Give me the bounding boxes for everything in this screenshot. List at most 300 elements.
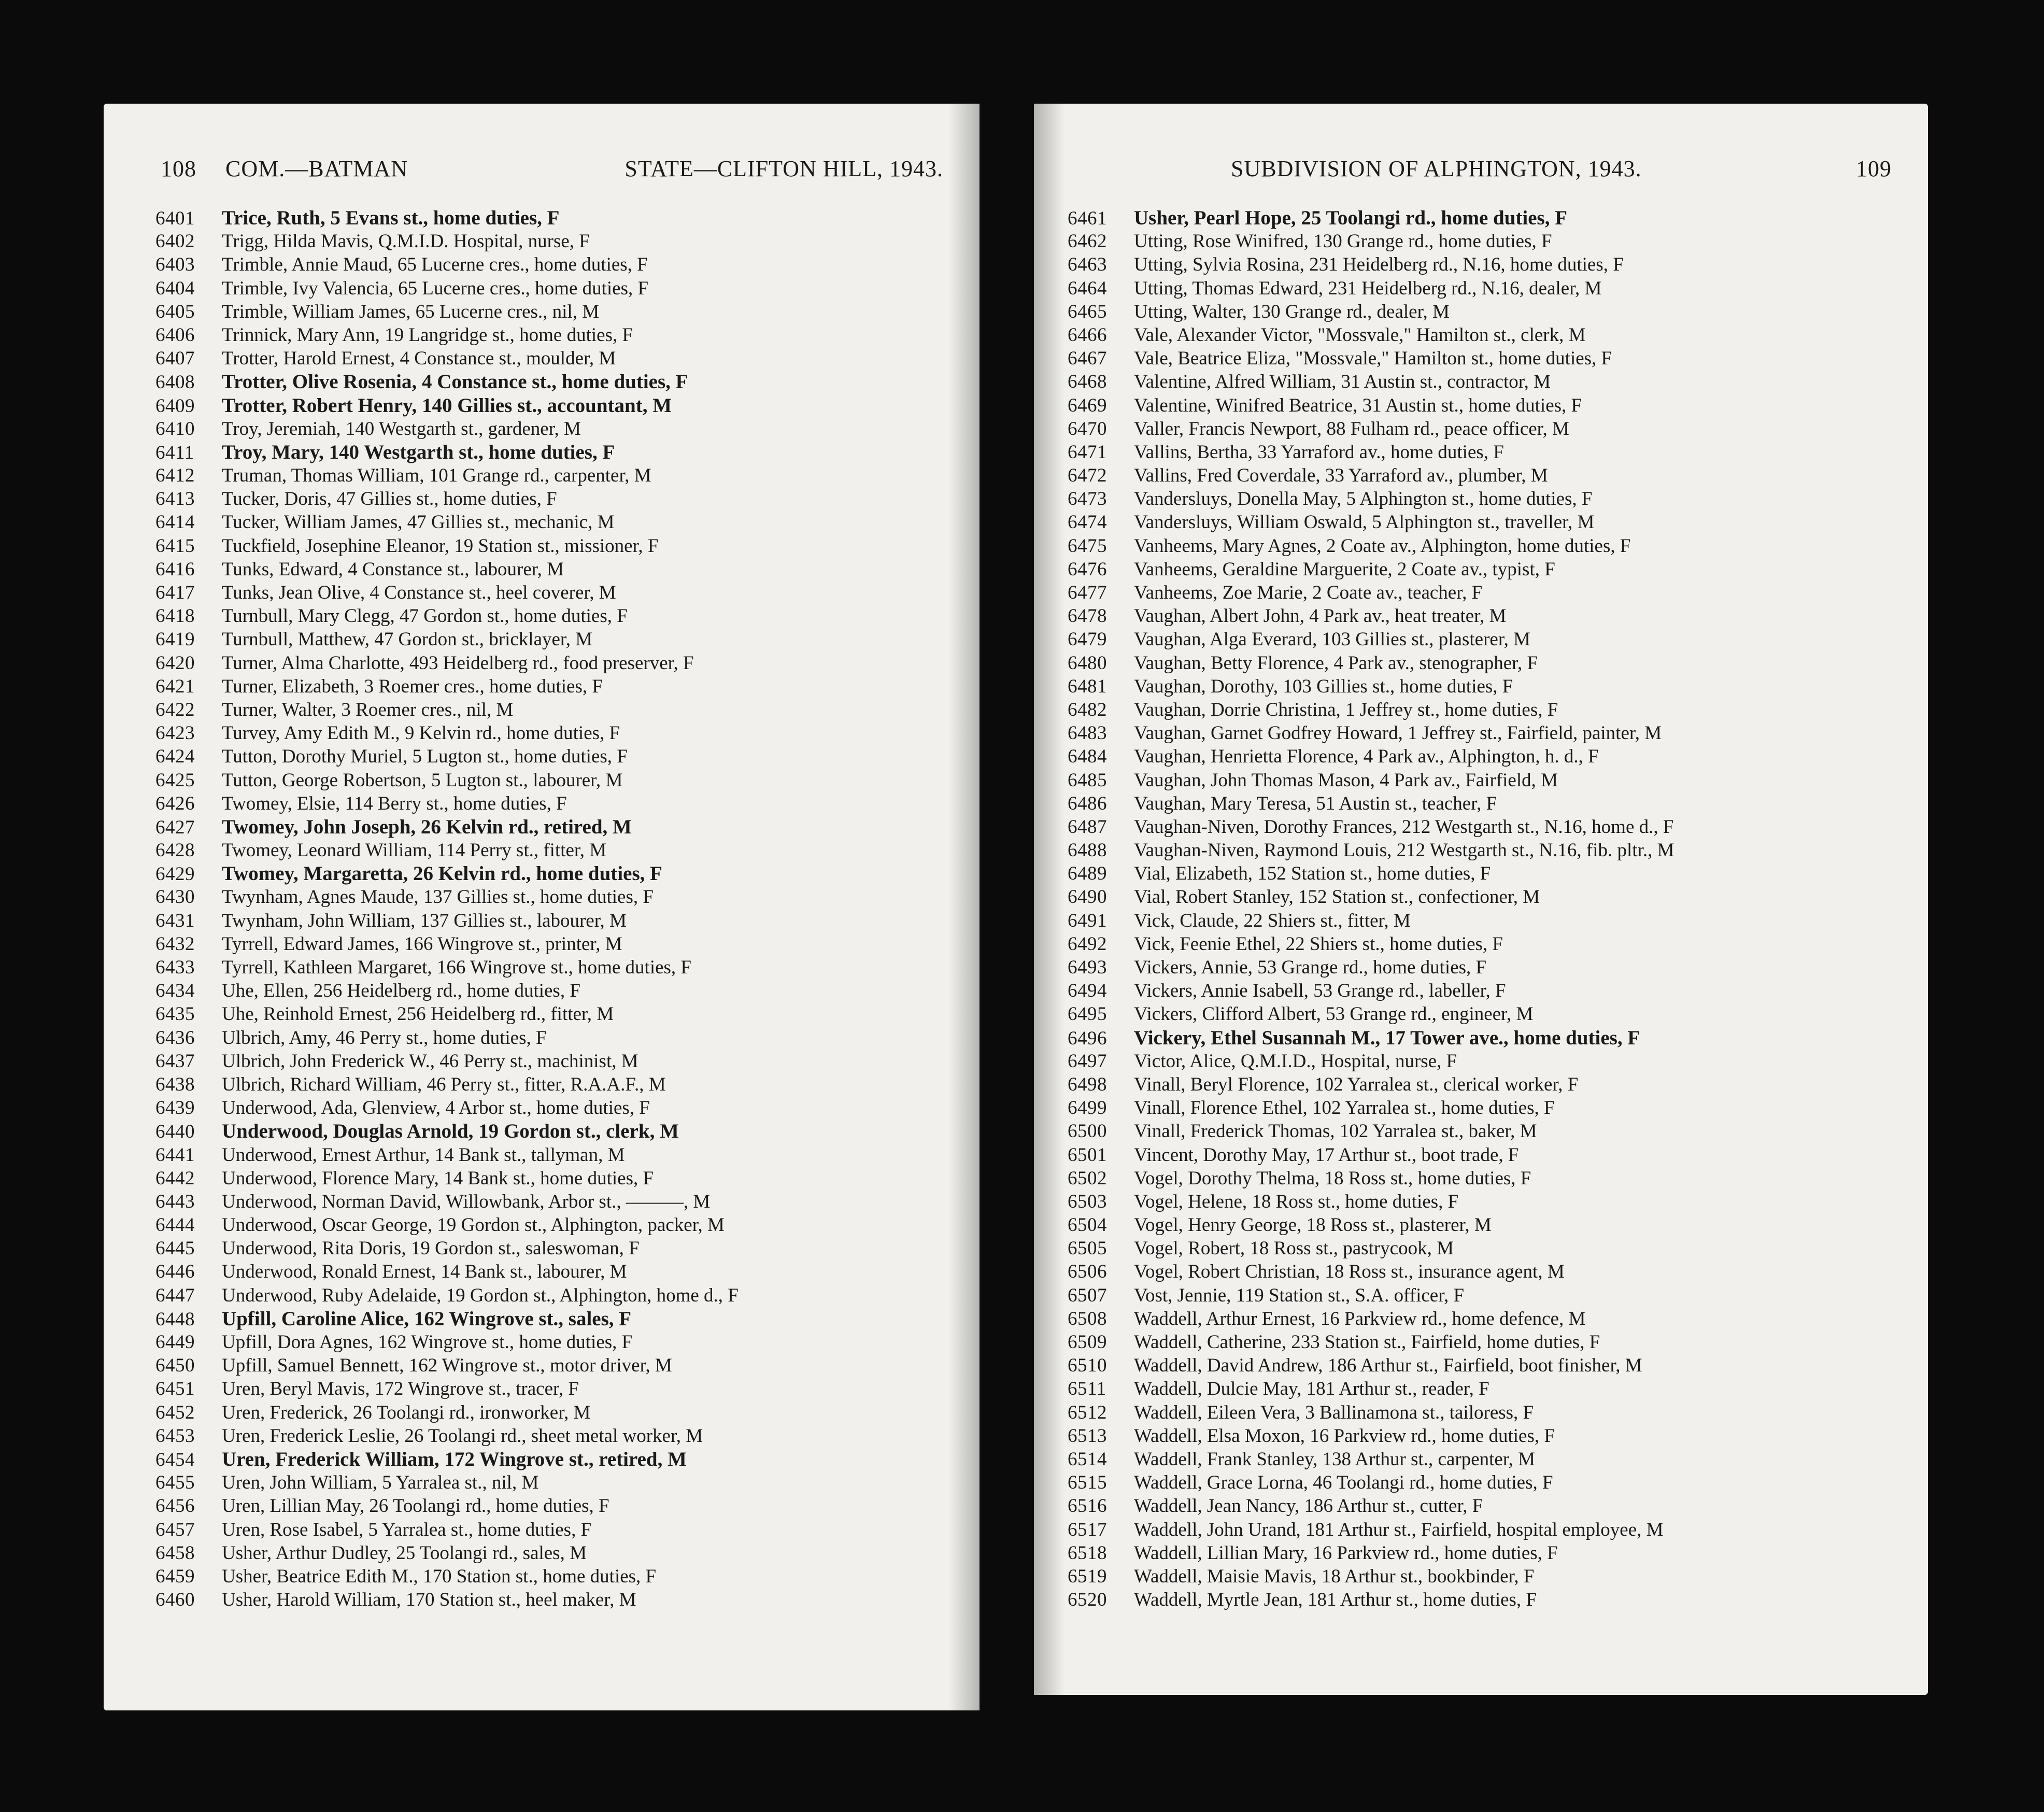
roll-entry [1068, 1565, 1912, 1588]
roll-entry [1068, 394, 1912, 417]
entry-text: Underwood, Ruby Adelaide, 19 Gordon st., Alphington, home d., F [222, 1284, 739, 1306]
entry-text: Tunks, Edward, 4 Constance st., labourer, M [222, 558, 564, 580]
roll-entry [1068, 558, 1912, 581]
entry-text: Upfill, Caroline Alice, 162 Wingrove st., sales, F [222, 1307, 632, 1330]
entry-number: 6426 [155, 792, 195, 814]
entry-number: 6406 [155, 324, 195, 346]
roll-entry [1068, 1471, 1912, 1494]
entry-text: Underwood, Norman David, Willowbank, Arbor st., ———, M [222, 1191, 711, 1212]
entry-number: 6502 [1068, 1167, 1107, 1189]
entry-number: 6505 [1068, 1238, 1107, 1259]
entry-text: Vanheems, Geraldine Marguerite, 2 Coate av., typist, F [1134, 558, 1555, 580]
entry-text: Uren, Lillian May, 26 Toolangi rd., home duties, F [222, 1495, 609, 1517]
entry-text: Underwood, Ada, Glenview, 4 Arbor st., home duties, F [222, 1097, 650, 1119]
entry-text: Vogel, Henry George, 18 Ross st., plasterer, M [1134, 1214, 1492, 1236]
entry-text: Utting, Walter, 130 Grange rd., dealer, M [1134, 301, 1450, 322]
entry-text: Troy, Jeremiah, 140 Westgarth st., gardener, M [222, 418, 581, 440]
roll-entry [155, 956, 959, 979]
entry-text: Waddell, Eileen Vera, 3 Ballinamona st., tailoress, F [1134, 1402, 1534, 1423]
roll-entry [1068, 792, 1912, 815]
entry-number: 6465 [1068, 301, 1107, 322]
right-page [1034, 104, 1928, 1695]
entry-number: 6434 [155, 980, 195, 1002]
entry-number: 6520 [1068, 1589, 1107, 1611]
entry-text: Underwood, Rita Doris, 19 Gordon st., saleswoman, F [222, 1238, 640, 1259]
entry-number: 6450 [155, 1355, 195, 1377]
roll-entry [155, 206, 959, 230]
entry-number: 6494 [1068, 980, 1107, 1002]
entry-text: Vogel, Dorothy Thelma, 18 Ross st., home duties, F [1134, 1167, 1531, 1189]
roll-entry [155, 417, 959, 441]
roll-entry [1068, 1143, 1912, 1167]
roll-entry [1068, 1330, 1912, 1354]
entry-number: 6431 [155, 910, 195, 931]
entry-number: 6457 [155, 1519, 195, 1540]
entry-number: 6433 [155, 957, 195, 978]
roll-entry [155, 862, 959, 885]
left-page-header [161, 155, 943, 187]
entry-number: 6432 [155, 933, 195, 955]
entry-text: Vial, Elizabeth, 152 Station st., home duties, F [1134, 863, 1491, 885]
entry-number: 6469 [1068, 394, 1107, 416]
entry-number: 6510 [1068, 1355, 1107, 1377]
roll-entry [155, 1588, 959, 1611]
roll-entry [155, 1167, 959, 1190]
roll-entry [155, 1354, 959, 1377]
entry-number: 6462 [1068, 231, 1107, 252]
entry-number: 6482 [1068, 699, 1107, 720]
roll-entry [155, 441, 959, 464]
roll-entry [155, 1073, 959, 1096]
roll-entry [1068, 441, 1912, 464]
header-right-title: STATE—CLIFTON HILL, 1943. [624, 156, 943, 181]
roll-entry [1068, 417, 1912, 441]
roll-entry [155, 1448, 959, 1471]
header-center-title: SUBDIVISION OF ALPHINGTON, 1943. [1231, 156, 1642, 181]
entry-number: 6486 [1068, 792, 1107, 814]
roll-entry [155, 1471, 959, 1494]
entry-number: 6485 [1068, 769, 1107, 791]
entry-number: 6493 [1068, 957, 1107, 978]
entry-number: 6464 [1068, 277, 1107, 299]
entry-number: 6461 [1068, 208, 1107, 229]
roll-entry [1068, 277, 1912, 300]
roll-entry [1068, 652, 1912, 675]
roll-entry [1068, 979, 1912, 1002]
entry-text: Waddell, John Urand, 181 Arthur st., Fairfield, hospital employee, M [1134, 1519, 1664, 1540]
roll-entry [155, 652, 959, 675]
entry-text: Vickers, Clifford Albert, 53 Grange rd., engineer, M [1134, 1003, 1534, 1025]
entry-text: Twomey, Elsie, 114 Berry st., home duties, F [222, 792, 567, 814]
entry-text: Trimble, William James, 65 Lucerne cres., nil, M [222, 301, 600, 322]
entry-number: 6413 [155, 488, 195, 510]
entry-text: Vinall, Beryl Florence, 102 Yarralea st., clerical worker, F [1134, 1073, 1579, 1095]
entry-text: Turner, Walter, 3 Roemer cres., nil, M [222, 699, 514, 720]
entry-number: 6490 [1068, 886, 1107, 908]
entry-text: Vaughan, Garnet Godfrey Howard, 1 Jeffrey st., Fairfield, painter, M [1134, 723, 1662, 744]
entry-text: Tyrrell, Edward James, 166 Wingrove st., printer, M [222, 933, 622, 955]
entry-number: 6424 [155, 746, 195, 768]
roll-entry [1068, 1096, 1912, 1120]
entry-text: Trice, Ruth, 5 Evans st., home duties, F [222, 207, 560, 229]
entry-number: 6444 [155, 1214, 195, 1236]
entry-text: Turvey, Amy Edith M., 9 Kelvin rd., home duties, F [222, 723, 620, 744]
roll-entry [155, 558, 959, 581]
roll-entry [1068, 769, 1912, 792]
roll-entry [1068, 698, 1912, 721]
entry-number: 6405 [155, 301, 195, 322]
roll-entry [1068, 1494, 1912, 1518]
entry-number: 6495 [1068, 1003, 1107, 1025]
entry-number: 6466 [1068, 324, 1107, 346]
roll-entry [1068, 1073, 1912, 1096]
roll-entry [155, 1494, 959, 1518]
roll-entry [155, 487, 959, 511]
entry-number: 6467 [1068, 348, 1107, 370]
entry-text: Vaughan, John Thomas Mason, 4 Park av., Fairfield, M [1134, 769, 1558, 791]
entry-text: Vale, Alexander Victor, "Mossvale," Hamilton st., clerk, M [1134, 324, 1586, 346]
entry-text: Twynham, Agnes Maude, 137 Gillies st., home duties, F [222, 886, 654, 908]
entry-text: Twomey, Margaretta, 26 Kelvin rd., home duties, F [222, 862, 662, 885]
entry-text: Vaughan, Dorothy, 103 Gillies st., home duties, F [1134, 675, 1513, 697]
entry-number: 6412 [155, 465, 195, 487]
entry-number: 6487 [1068, 816, 1107, 838]
entry-number: 6471 [1068, 441, 1107, 463]
entry-text: Waddell, David Andrew, 186 Arthur st., Fairfield, boot finisher, M [1134, 1355, 1642, 1377]
entry-text: Uren, Frederick William, 172 Wingrove st., retired, M [222, 1448, 687, 1470]
entry-number: 6518 [1068, 1542, 1107, 1564]
entry-text: Vale, Beatrice Eliza, "Mossvale," Hamilton st., home duties, F [1134, 348, 1612, 370]
entry-text: Waddell, Jean Nancy, 186 Arthur st., cutter, F [1134, 1495, 1483, 1517]
roll-entry [155, 323, 959, 347]
roll-entry [1068, 1307, 1912, 1330]
entry-number: 6416 [155, 558, 195, 580]
roll-entry [155, 909, 959, 932]
roll-entry [155, 1050, 959, 1073]
entry-number: 6438 [155, 1073, 195, 1095]
entry-number: 6418 [155, 605, 195, 627]
entry-text: Vickery, Ethel Susannah M., 17 Tower ave., home duties, F [1134, 1026, 1640, 1049]
entry-text: Vick, Feenie Ethel, 22 Shiers st., home duties, F [1134, 933, 1503, 955]
roll-entry [155, 511, 959, 534]
header-left-title: COM.—BATMAN [225, 156, 408, 181]
entry-number: 6403 [155, 254, 195, 276]
entry-text: Vandersluys, William Oswald, 5 Alphington st., traveller, M [1134, 512, 1595, 533]
entry-number: 6451 [155, 1378, 195, 1400]
entry-number: 6468 [1068, 371, 1107, 393]
roll-entry [155, 1237, 959, 1260]
entry-number: 6477 [1068, 582, 1107, 603]
entry-text: Usher, Arthur Dudley, 25 Toolangi rd., sales, M [222, 1542, 587, 1564]
entry-text: Vinall, Florence Ethel, 102 Yarralea st., home duties, F [1134, 1097, 1555, 1119]
entry-number: 6452 [155, 1402, 195, 1423]
roll-entry [1068, 675, 1912, 698]
roll-entry [155, 792, 959, 815]
roll-entry [155, 253, 959, 276]
entry-number: 6402 [155, 231, 195, 252]
entry-number: 6442 [155, 1167, 195, 1189]
entry-number: 6513 [1068, 1425, 1107, 1447]
entry-text: Waddell, Lillian Mary, 16 Parkview rd., home duties, F [1134, 1542, 1558, 1564]
entry-text: Trotter, Robert Henry, 140 Gillies st., accountant, M [222, 394, 672, 417]
entry-number: 6423 [155, 723, 195, 744]
left-entries-list [155, 206, 959, 1611]
roll-entry [1068, 464, 1912, 487]
entry-number: 6496 [1068, 1027, 1107, 1049]
entry-text: Uren, Beryl Mavis, 172 Wingrove st., tracer, F [222, 1378, 579, 1400]
entry-number: 6455 [155, 1472, 195, 1494]
entry-text: Turner, Alma Charlotte, 493 Heidelberg rd., food preserver, F [222, 652, 694, 674]
page-number: 108 [161, 156, 196, 181]
entry-number: 6459 [155, 1565, 195, 1587]
entry-text: Vaughan, Albert John, 4 Park av., heat treater, M [1134, 605, 1507, 627]
roll-entry [155, 885, 959, 909]
entry-text: Tunks, Jean Olive, 4 Constance st., heel coverer, M [222, 582, 616, 603]
entry-number: 6498 [1068, 1073, 1107, 1095]
entry-text: Vaughan, Mary Teresa, 51 Austin st., teacher, F [1134, 792, 1497, 814]
entry-number: 6481 [1068, 675, 1107, 697]
roll-entry [155, 1190, 959, 1213]
entry-text: Uren, Frederick, 26 Toolangi rd., ironworker, M [222, 1402, 591, 1423]
entry-number: 6473 [1068, 488, 1107, 510]
entry-number: 6516 [1068, 1495, 1107, 1517]
entry-text: Turnbull, Mary Clegg, 47 Gordon st., home duties, F [222, 605, 628, 627]
roll-entry [1068, 230, 1912, 253]
entry-text: Uhe, Reinhold Ernest, 256 Heidelberg rd., fitter, M [222, 1003, 614, 1025]
entry-number: 6415 [155, 535, 195, 557]
entry-number: 6436 [155, 1027, 195, 1049]
entry-text: Valentine, Alfred William, 31 Austin st., contractor, M [1134, 371, 1551, 393]
right-page-header [1091, 155, 1892, 187]
entry-text: Vanheems, Mary Agnes, 2 Coate av., Alphington, home duties, F [1134, 535, 1631, 557]
entry-text: Tucker, William James, 47 Gillies st., mechanic, M [222, 512, 615, 533]
entry-text: Trotter, Harold Ernest, 4 Constance st., moulder, M [222, 348, 616, 370]
roll-entry [1068, 909, 1912, 932]
entry-number: 6500 [1068, 1121, 1107, 1142]
entry-text: Waddell, Grace Lorna, 46 Toolangi rd., home duties, F [1134, 1472, 1553, 1494]
roll-entry [1068, 862, 1912, 885]
entry-number: 6488 [1068, 840, 1107, 861]
roll-entry [1068, 1026, 1912, 1050]
entry-number: 6408 [155, 372, 195, 393]
entry-number: 6453 [155, 1425, 195, 1447]
entry-text: Vaughan, Dorrie Christina, 1 Jeffrey st., home duties, F [1134, 699, 1558, 720]
entry-text: Vaughan, Betty Florence, 4 Park av., stenographer, F [1134, 652, 1538, 674]
entry-number: 6440 [155, 1121, 195, 1143]
entry-number: 6445 [155, 1238, 195, 1259]
roll-entry [1068, 347, 1912, 370]
roll-entry [155, 1002, 959, 1026]
entry-number: 6427 [155, 816, 195, 838]
entry-number: 6449 [155, 1332, 195, 1353]
entry-number: 6443 [155, 1191, 195, 1212]
roll-entry [1068, 300, 1912, 323]
entry-number: 6435 [155, 1003, 195, 1025]
entry-number: 6414 [155, 512, 195, 533]
entry-number: 6422 [155, 699, 195, 720]
roll-entry [1068, 956, 1912, 979]
roll-entry [155, 675, 959, 698]
entry-text: Turner, Elizabeth, 3 Roemer cres., home duties, F [222, 675, 603, 697]
entry-number: 6511 [1068, 1378, 1106, 1400]
entry-text: Vaughan, Henrietta Florence, 4 Park av., Alphington, h. d., F [1134, 746, 1599, 768]
entry-number: 6507 [1068, 1284, 1107, 1306]
entry-text: Usher, Beatrice Edith M., 170 Station st., home duties, F [222, 1565, 657, 1587]
roll-entry [155, 1026, 959, 1050]
entry-text: Underwood, Oscar George, 19 Gordon st., Alphington, packer, M [222, 1214, 725, 1236]
entry-number: 6479 [1068, 629, 1107, 650]
entry-number: 6506 [1068, 1261, 1107, 1283]
entry-number: 6504 [1068, 1214, 1107, 1236]
entry-text: Waddell, Dulcie May, 181 Arthur st., reader, F [1134, 1378, 1489, 1400]
entry-number: 6454 [155, 1449, 195, 1470]
entry-number: 6484 [1068, 746, 1107, 768]
entry-text: Valler, Francis Newport, 88 Fulham rd., peace officer, M [1134, 418, 1569, 440]
entry-text: Vaughan, Alga Everard, 103 Gillies st., plasterer, M [1134, 629, 1531, 650]
roll-entry [155, 534, 959, 558]
entry-number: 6428 [155, 840, 195, 861]
roll-entry [155, 1260, 959, 1283]
entry-text: Underwood, Ernest Arthur, 14 Bank st., tallyman, M [222, 1144, 625, 1166]
entry-text: Vick, Claude, 22 Shiers st., fitter, M [1134, 910, 1411, 931]
roll-entry [1068, 206, 1912, 230]
entry-text: Victor, Alice, Q.M.I.D., Hospital, nurse, F [1134, 1050, 1457, 1072]
entry-number: 6489 [1068, 863, 1107, 885]
entry-number: 6474 [1068, 512, 1107, 533]
entry-number: 6509 [1068, 1332, 1107, 1353]
roll-entry [155, 300, 959, 323]
roll-entry [1068, 1213, 1912, 1237]
entry-number: 6421 [155, 675, 195, 697]
roll-entry [1068, 253, 1912, 276]
roll-entry [155, 1143, 959, 1167]
entry-text: Underwood, Douglas Arnold, 19 Gordon st., clerk, M [222, 1120, 679, 1143]
entry-text: Utting, Rose Winifred, 130 Grange rd., home duties, F [1134, 231, 1552, 252]
entry-text: Waddell, Elsa Moxon, 16 Parkview rd., home duties, F [1134, 1425, 1555, 1447]
entry-text: Vogel, Robert Christian, 18 Ross st., insurance agent, M [1134, 1261, 1565, 1283]
entry-number: 6425 [155, 769, 195, 791]
entry-text: Vaughan-Niven, Dorothy Frances, 212 Westgarth st., N.16, home d., F [1134, 816, 1674, 838]
roll-entry [155, 1120, 959, 1143]
roll-entry [155, 1096, 959, 1120]
roll-entry [155, 1541, 959, 1565]
entry-text: Twomey, Leonard William, 114 Perry st., fitter, M [222, 840, 607, 861]
roll-entry [155, 1565, 959, 1588]
roll-entry [155, 1307, 959, 1330]
entry-text: Truman, Thomas William, 101 Grange rd., carpenter, M [222, 465, 651, 487]
entry-number: 6517 [1068, 1519, 1107, 1540]
entry-text: Usher, Harold William, 170 Station st., heel maker, M [222, 1589, 636, 1611]
entry-number: 6478 [1068, 605, 1107, 627]
entry-text: Trotter, Olive Rosenia, 4 Constance st., home duties, F [222, 371, 688, 393]
entry-number: 6411 [155, 442, 194, 463]
roll-entry [1068, 839, 1912, 862]
entry-text: Vincent, Dorothy May, 17 Arthur st., boot trade, F [1134, 1144, 1519, 1166]
entry-number: 6458 [155, 1542, 195, 1564]
entry-text: Uren, Frederick Leslie, 26 Toolangi rd., sheet metal worker, M [222, 1425, 703, 1447]
roll-entry [1068, 1190, 1912, 1213]
entry-number: 6475 [1068, 535, 1107, 557]
roll-entry [155, 604, 959, 628]
roll-entry [1068, 534, 1912, 558]
roll-entry [1068, 1588, 1912, 1611]
roll-entry [1068, 1424, 1912, 1448]
entry-text: Uren, Rose Isabel, 5 Yarralea st., home duties, F [222, 1519, 592, 1540]
page-number: 109 [1856, 156, 1892, 181]
roll-entry [1068, 1284, 1912, 1307]
entry-text: Usher, Pearl Hope, 25 Toolangi rd., home duties, F [1134, 207, 1568, 229]
entry-text: Vandersluys, Donella May, 5 Alphington st., home duties, F [1134, 488, 1593, 510]
entry-number: 6429 [155, 863, 195, 885]
entry-number: 6456 [155, 1495, 195, 1517]
entry-number: 6491 [1068, 910, 1107, 931]
entry-text: Vial, Robert Stanley, 152 Station st., confectioner, M [1134, 886, 1540, 908]
roll-entry [1068, 1541, 1912, 1565]
entry-text: Tyrrell, Kathleen Margaret, 166 Wingrove st., home duties, F [222, 957, 691, 978]
entry-text: Ulbrich, Amy, 46 Perry st., home duties, F [222, 1027, 547, 1049]
entry-text: Vogel, Robert, 18 Ross st., pastrycook, M [1134, 1238, 1454, 1259]
entry-number: 6437 [155, 1050, 195, 1072]
entry-number: 6472 [1068, 465, 1107, 487]
entry-number: 6404 [155, 277, 195, 299]
roll-entry [1068, 1518, 1912, 1541]
entry-text: Waddell, Frank Stanley, 138 Arthur st., carpenter, M [1134, 1448, 1536, 1470]
entry-text: Uhe, Ellen, 256 Heidelberg rd., home duties, F [222, 980, 580, 1002]
entry-number: 6476 [1068, 558, 1107, 580]
entry-number: 6501 [1068, 1144, 1107, 1166]
entry-number: 6470 [1068, 418, 1107, 440]
roll-entry [1068, 1260, 1912, 1283]
entry-text: Vaughan-Niven, Raymond Louis, 212 Westgarth st., N.16, fib. pltr., M [1134, 840, 1674, 861]
entry-text: Upfill, Dora Agnes, 162 Wingrove st., home duties, F [222, 1332, 633, 1353]
entry-number: 6514 [1068, 1448, 1107, 1470]
entry-number: 6401 [155, 208, 195, 229]
roll-entry [155, 1284, 959, 1307]
entry-number: 6497 [1068, 1050, 1107, 1072]
entry-text: Vickers, Annie Isabell, 53 Grange rd., labeller, F [1134, 980, 1506, 1002]
entry-number: 6512 [1068, 1402, 1107, 1423]
entry-text: Utting, Sylvia Rosina, 231 Heidelberg rd., N.16, home duties, F [1134, 254, 1624, 276]
roll-entry [155, 721, 959, 745]
roll-entry [155, 1401, 959, 1424]
roll-entry [1068, 1050, 1912, 1073]
entry-text: Ulbrich, Richard William, 46 Perry st., fitter, R.A.A.F., M [222, 1073, 666, 1095]
roll-entry [1068, 1237, 1912, 1260]
roll-entry [155, 698, 959, 721]
entry-number: 6519 [1068, 1565, 1107, 1587]
entry-text: Trimble, Annie Maud, 65 Lucerne cres., home duties, F [222, 254, 648, 276]
entry-text: Trigg, Hilda Mavis, Q.M.I.D. Hospital, nurse, F [222, 231, 590, 252]
roll-entry [1068, 721, 1912, 745]
entry-text: Vickers, Annie, 53 Grange rd., home duties, F [1134, 957, 1487, 978]
right-entries-list [1068, 206, 1912, 1611]
entry-number: 6503 [1068, 1191, 1107, 1212]
entry-text: Vinall, Frederick Thomas, 102 Yarralea st., baker, M [1134, 1121, 1537, 1142]
roll-entry [1068, 1354, 1912, 1377]
entry-number: 6483 [1068, 723, 1107, 744]
entry-number: 6508 [1068, 1308, 1107, 1329]
roll-entry [155, 932, 959, 956]
roll-entry [155, 1330, 959, 1354]
roll-entry [155, 1377, 959, 1400]
entry-text: Vallins, Fred Coverdale, 33 Yarraford av., plumber, M [1134, 465, 1548, 487]
entry-text: Turnbull, Matthew, 47 Gordon st., bricklayer, M [222, 629, 593, 650]
roll-entry [1068, 1401, 1912, 1424]
roll-entry [1068, 1448, 1912, 1471]
roll-entry [155, 230, 959, 253]
roll-entry [155, 370, 959, 393]
entry-text: Tutton, Dorothy Muriel, 5 Lugton st., home duties, F [222, 746, 628, 768]
